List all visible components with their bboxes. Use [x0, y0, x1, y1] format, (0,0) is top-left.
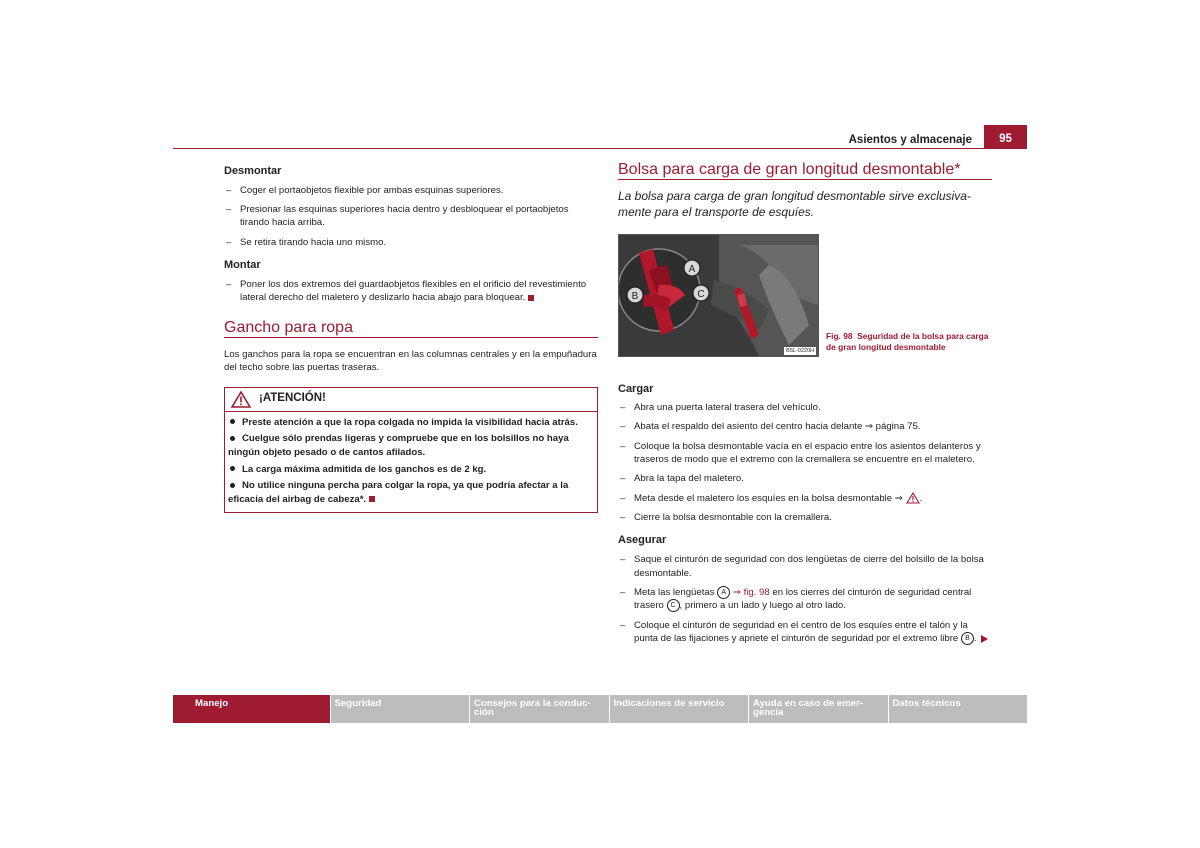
cargar-list	[618, 401, 992, 524]
tab-seguridad[interactable]: Seguridad	[331, 695, 470, 723]
asegurar-item-text: en los cierres del cinturón de seguridad central trasero	[634, 586, 972, 612]
see-arrow: ⇒	[864, 421, 873, 433]
figure-caption-label: Fig. 98	[826, 330, 853, 341]
bullet-icon	[230, 436, 235, 441]
next-page-arrow-icon[interactable]	[981, 635, 988, 643]
list-item: – Coger el portaobjetos flexible por ambas esquinas superiores.	[224, 184, 598, 198]
page-reference[interactable]: página 75.	[875, 421, 921, 433]
tab-ayuda-emergencia[interactable]: Ayuda en caso de emer-gencia	[749, 695, 888, 723]
warning-item	[228, 432, 593, 459]
warning-body	[225, 412, 597, 513]
desmontar-list	[224, 184, 598, 250]
tab-indicaciones-servicio[interactable]: Indicaciones de servicio	[610, 695, 749, 723]
asegurar-item-text: Meta las lengüetas	[634, 586, 715, 598]
figure-98	[618, 234, 992, 369]
cargar-item-text: Abata el respaldo del asiento del centro hacia delante	[634, 421, 863, 433]
cargar-heading: Cargar	[618, 382, 654, 395]
marker-c-label: C	[697, 288, 705, 300]
cargar-item-text: Meta desde el maletero los esquíes en la bolsa desmontable	[634, 492, 893, 504]
asegurar-list	[618, 553, 992, 646]
warning-triangle-icon[interactable]	[906, 492, 920, 504]
montar-heading: Montar	[224, 259, 261, 272]
right-column	[618, 163, 992, 652]
list-item: – Se retira tirando hacia uno mismo.	[224, 236, 598, 250]
montar-list	[224, 278, 598, 305]
figure-caption-text: Seguridad de la bolsa para carga de gran longitud desmontable	[826, 330, 989, 352]
marker-b: B	[961, 632, 974, 645]
bolsa-section-title: Bolsa para carga de gran longitud desmontable*	[618, 163, 992, 180]
asegurar-item-text: .	[973, 633, 977, 645]
bullet-icon	[230, 419, 235, 424]
see-arrow: ⇒	[894, 492, 903, 504]
tab-datos-tecnicos[interactable]: Datos técnicos	[889, 695, 1028, 723]
list-item	[618, 619, 992, 646]
figure-code: B5L-0220H	[786, 347, 814, 354]
list-item: – Meta desde el maletero los esquíes en la bolsa desmontable ⇒ .	[618, 492, 992, 506]
figure-link[interactable]: ⇒ fig. 98	[732, 586, 770, 598]
end-of-section-mark	[369, 496, 375, 502]
warning-item	[228, 463, 593, 477]
list-item: – Coloque la bolsa desmontable vacía en el espacio entre los asientos delanteros y traseros de modo que el extremo con la cremallera se encuentre en el maletero.	[618, 440, 992, 467]
list-item: – Presionar las esquinas superiores hacia dentro y desbloquear el portaobjetos tirando hacia arriba.	[224, 203, 598, 230]
list-item: – Saque el cinturón de seguridad con dos lengüetas de cierre del bolsillo de la bolsa desmontable.	[618, 553, 992, 580]
chapter-tabs	[173, 695, 1027, 723]
list-item	[224, 278, 598, 305]
warning-item-text: No utilice ninguna percha para colgar la ropa, ya que podría afectar a la eficacia del airbag de cabeza*.	[228, 480, 569, 505]
header-rule	[173, 148, 1027, 149]
figure-caption	[826, 331, 996, 353]
list-item	[618, 586, 992, 613]
asegurar-item-text: , primero a un lado y luego al otro lado.	[679, 600, 846, 612]
marker-c: C	[667, 599, 680, 612]
tab-consejos-conduccion[interactable]: Consejos para la conduc-ción	[470, 695, 609, 723]
warning-triangle-icon	[231, 391, 251, 408]
marker-a-label: A	[688, 263, 696, 275]
asegurar-heading: Asegurar	[618, 534, 667, 547]
desmontar-heading: Desmontar	[224, 165, 282, 177]
list-item	[618, 420, 992, 434]
bullet-icon	[230, 483, 235, 488]
left-column	[224, 165, 598, 513]
list-item: – Cierre la bolsa desmontable con la cremallera.	[618, 511, 992, 525]
list-item: – Abra la tapa del maletero.	[618, 472, 992, 486]
montar-item-text: Poner los dos extremos del guardaobjetos flexibles en el orificio del revestimiento lateral derecho del maletero y deslizarlo hacia abajo para bloquear.	[240, 278, 587, 304]
list-item: – Abra una puerta lateral trasera del vehículo.	[618, 401, 992, 415]
warning-title: ¡ATENCIÓN!	[259, 392, 326, 405]
warning-item	[228, 479, 593, 506]
asegurar-item-text: Coloque el cinturón de seguridad en el centro de los esquíes entre el talón y la punta de las fijaciones y apriete el cinturón de seguridad por el extremo libre	[634, 619, 968, 645]
warning-item	[228, 416, 593, 430]
marker-a: A	[717, 586, 730, 599]
figure-image	[618, 234, 819, 357]
page-number: 95	[984, 125, 1027, 149]
ski-bag-illustration	[619, 235, 818, 356]
gancho-section-title: Gancho para ropa	[224, 321, 598, 338]
warning-item-text: Preste atención a que la ropa colgada no impida la visibilidad hacia atrás.	[242, 416, 578, 428]
bullet-icon	[230, 466, 235, 471]
gancho-paragraph: Los ganchos para la ropa se encuentran en las columnas centrales y en la empuñadura del techo sobre las puertas traseras.	[224, 348, 597, 374]
warning-header	[225, 388, 597, 412]
marker-b-label: B	[631, 290, 639, 302]
tab-manejo[interactable]: Manejo	[173, 695, 330, 723]
bolsa-lead-text: La bolsa para carga de gran longitud desmontable sirve exclusiva-mente para el transporte de esquíes.	[618, 188, 971, 219]
warning-box	[224, 387, 598, 514]
end-of-section-mark	[528, 295, 534, 301]
warning-item-text: La carga máxima admitida de los ganchos es de 2 kg.	[242, 463, 487, 475]
warning-item-text: Cuelgue sólo prendas ligeras y compruebe que en los bolsillos no haya ningún objeto pesado o de cantos afilados.	[228, 433, 569, 458]
running-header-title: Asientos y almacenaje	[848, 134, 972, 146]
